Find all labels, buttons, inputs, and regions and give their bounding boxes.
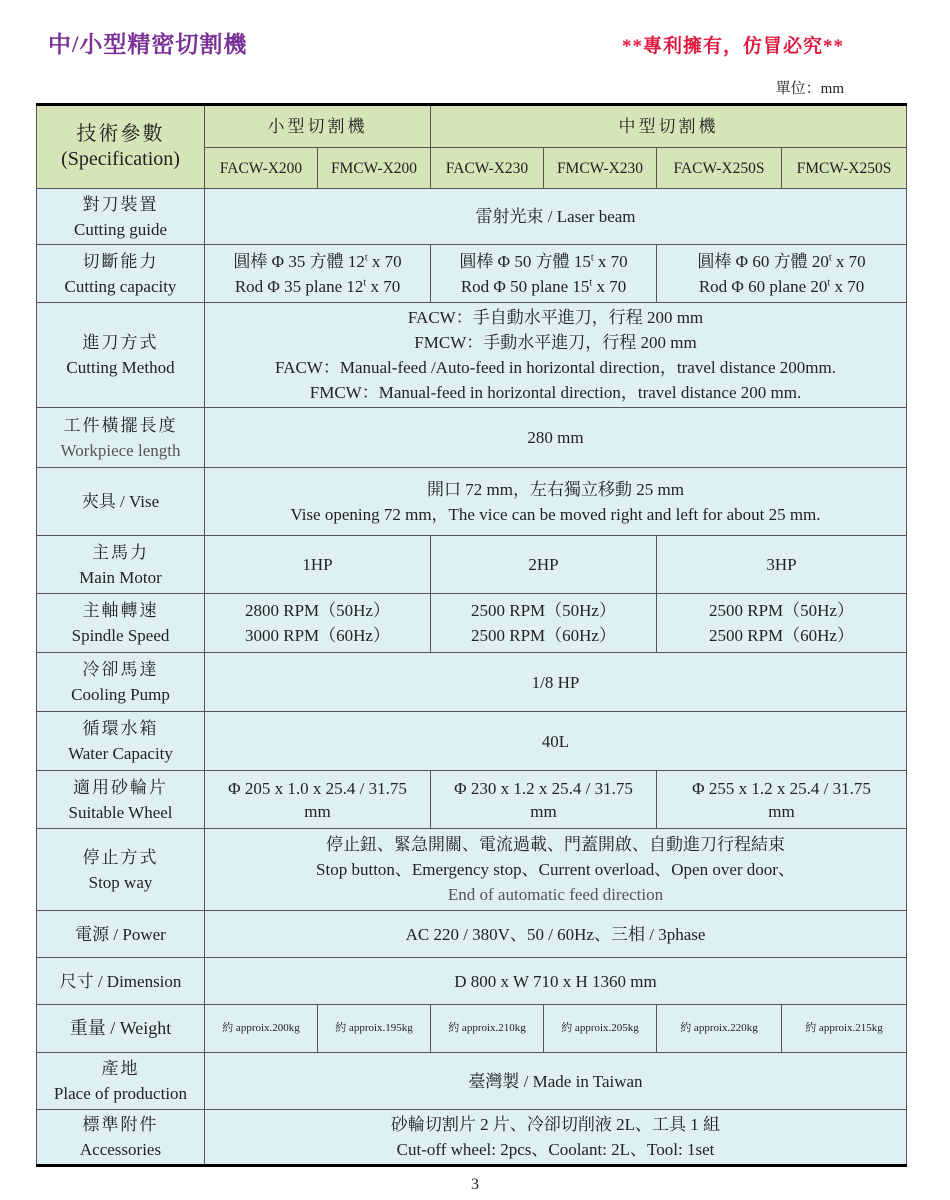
weight-cell: 約 approix.205kg [544, 1005, 657, 1053]
wheel-line: Φ 255 x 1.2 x 25.4 / 31.75 [692, 778, 871, 798]
table-row-dimension [37, 958, 907, 1005]
group-small-header: 小型切割機 [205, 105, 431, 148]
capacity-en: Rod Φ 60 plane 20 [698, 276, 828, 296]
stop-line: Stop button、Emergency stop、Current overload、Open over door、 [316, 860, 795, 879]
capacity-post: x 70 [831, 251, 866, 271]
capacity-small [205, 245, 431, 303]
vise-line: 開口 72 mm，左右獨立移動 25 mm [427, 479, 684, 499]
row-label [37, 189, 205, 245]
unit-label: 單位：mm [775, 81, 844, 97]
row-label [37, 408, 205, 468]
spec-header-cell [37, 105, 205, 189]
row-label-zh: 工件橫擺長度 [63, 415, 178, 435]
method-line: FMCW：手動水平進刀，行程 200 mm [414, 333, 697, 352]
capacity-post: x 70 [367, 251, 402, 271]
row-label-zh: 標準附件 [82, 1115, 159, 1134]
spec-header-en: (Specification) [61, 148, 180, 170]
spindle-small [205, 594, 431, 653]
table-row-workpiece [37, 408, 907, 468]
capacity-medium [431, 245, 657, 303]
weight-cell: 約 approix.195kg [318, 1005, 431, 1053]
row-label-power: 電源 / Power [37, 911, 205, 958]
row-label-en: Place of production [53, 1084, 188, 1103]
row-label [37, 1053, 205, 1110]
motor-small: 1HP [205, 536, 431, 594]
wheel-medium [431, 771, 657, 829]
superscript: t [363, 276, 367, 288]
capacity-en: Rod Φ 35 plane 12 [234, 276, 364, 296]
table-row-main-motor [37, 536, 907, 594]
row-label-en: Spindle Speed [71, 626, 170, 645]
row-label-zh: 進刀方式 [82, 333, 159, 352]
vise-line: Vise opening 72 mm，The vice can be moved right and left for about 25 mm. [290, 504, 821, 524]
row-label-en: Cutting Method [66, 358, 175, 377]
accessories-line: Cut-off wheel: 2pcs、Coolant: 2L、Tool: 1set [396, 1140, 715, 1159]
spindle-line: 2800 RPM（50Hz） [245, 601, 390, 620]
capacity-large [657, 245, 907, 303]
row-label-en: Suitable Wheel [68, 802, 173, 822]
cooling-pump-value: 1/8 HP [205, 653, 907, 712]
capacity-post: x 70 [592, 276, 627, 296]
row-label-zh: 停止方式 [82, 847, 159, 867]
row-label-zh: 對刀裝置 [82, 194, 159, 214]
capacity-en: Rod Φ 50 plane 15 [460, 276, 590, 296]
wheel-line: mm [304, 801, 331, 821]
weight-cell: 約 approix.215kg [782, 1005, 907, 1053]
accessories-value [205, 1110, 907, 1166]
stop-way-value [205, 829, 907, 911]
table-row-wheel [37, 771, 907, 829]
group-medium-header: 中型切割機 [431, 105, 907, 148]
model-cell: FACW-X230 [431, 148, 544, 189]
wheel-line: Φ 230 x 1.2 x 25.4 / 31.75 [454, 778, 633, 798]
row-label [37, 1110, 205, 1166]
superscript: t [589, 276, 593, 288]
wheel-line: mm [530, 801, 557, 821]
superscript: t [590, 251, 594, 263]
vise-value [205, 468, 907, 536]
superscript: t [827, 276, 831, 288]
origin-value: 臺灣製 / Made in Taiwan [205, 1053, 907, 1110]
row-label-en: Stop way [88, 872, 153, 892]
stop-line: End of automatic feed direction [447, 885, 664, 904]
row-label-zh: 主軸轉速 [82, 601, 159, 620]
row-label-zh: 切斷能力 [82, 251, 159, 271]
spindle-line: 2500 RPM（60Hz） [471, 626, 616, 645]
wheel-line: Φ 205 x 1.0 x 25.4 / 31.75 [228, 778, 407, 798]
method-line: FACW：Manual-feed /Auto-feed in horizontal direction，travel distance 200mm. [275, 358, 836, 377]
table-row-cutting-method [37, 303, 907, 408]
capacity-post: x 70 [830, 276, 865, 296]
table-row-cutting-guide [37, 189, 907, 245]
table-row-spindle-speed [37, 594, 907, 653]
table-row-cooling-pump [37, 653, 907, 712]
superscript: t [364, 251, 368, 263]
model-cell: FACW-X200 [205, 148, 318, 189]
page-number: 3 [471, 1176, 479, 1193]
row-label-weight: 重量 / Weight [37, 1005, 205, 1053]
row-label-en: Main Motor [79, 567, 162, 587]
row-label-en: Cooling Pump [71, 685, 170, 704]
spindle-large [657, 594, 907, 653]
table-header-row [37, 105, 907, 148]
row-label-zh: 適用砂輪片 [73, 777, 168, 797]
weight-cell: 約 approix.220kg [657, 1005, 782, 1053]
method-line: FMCW：Manual-feed in horizontal direction，travel distance 200 mm. [309, 383, 802, 402]
spindle-line: 2500 RPM（60Hz） [709, 626, 854, 645]
motor-medium: 2HP [431, 536, 657, 594]
cutting-method-value [205, 303, 907, 408]
model-cell: FMCW-X230 [544, 148, 657, 189]
capacity-zh: 圓棒 Φ 60 方體 20 [697, 251, 829, 271]
row-label [37, 829, 205, 911]
patent-notice: **專利擁有，仿冒必究** [621, 36, 844, 57]
method-line: FACW：手自動水平進刀，行程 200 mm [407, 308, 704, 327]
power-value: AC 220 / 380V、50 / 60Hz、三相 / 3phase [205, 911, 907, 958]
row-label [37, 771, 205, 829]
spindle-line: 3000 RPM（60Hz） [245, 626, 390, 645]
capacity-post: x 70 [366, 276, 401, 296]
water-capacity-value: 40L [205, 712, 907, 771]
table-row-cutting-capacity [37, 245, 907, 303]
table-row-stop-way [37, 829, 907, 911]
row-label-zh: 循環水箱 [82, 719, 159, 738]
row-label-dimension: 尺寸 / Dimension [37, 958, 205, 1005]
row-label-en: Accessories [79, 1140, 162, 1159]
row-label-en: Workpiece length [60, 440, 181, 460]
row-label-vise: 夾具 / Vise [37, 468, 205, 536]
page-title: 中/小型精密切割機 [48, 32, 248, 57]
row-label-en: Water Capacity [68, 744, 173, 763]
spec-table [36, 103, 907, 1167]
row-label [37, 303, 205, 408]
capacity-zh: 圓棒 Φ 50 方體 15 [459, 251, 591, 271]
row-label [37, 536, 205, 594]
table-row-power [37, 911, 907, 958]
row-label-zh: 產地 [101, 1059, 140, 1078]
row-label-zh: 主馬力 [92, 542, 149, 562]
model-cell: FMCW-X250S [782, 148, 907, 189]
stop-line: 停止鈕、緊急開關、電流過載、門蓋開啟、自動進刀行程結束 [326, 835, 785, 854]
row-label-en: Cutting guide [73, 219, 168, 239]
spindle-medium [431, 594, 657, 653]
table-row-vise [37, 468, 907, 536]
workpiece-value: 280 mm [205, 408, 907, 468]
accessories-line: 砂輪切割片 2 片、冷卻切削液 2L、工具 1 組 [390, 1115, 721, 1134]
spec-header-zh: 技術參數 [76, 123, 165, 145]
spindle-line: 2500 RPM（50Hz） [471, 601, 616, 620]
table-row-origin [37, 1053, 907, 1110]
table-row-water-capacity [37, 712, 907, 771]
row-label-zh: 冷卻馬達 [82, 660, 159, 679]
capacity-post: x 70 [593, 251, 628, 271]
weight-cell: 約 approix.210kg [431, 1005, 544, 1053]
model-cell: FMCW-X200 [318, 148, 431, 189]
row-label-en: Cutting capacity [64, 276, 177, 296]
table-row-accessories [37, 1110, 907, 1166]
row-label [37, 712, 205, 771]
row-label [37, 594, 205, 653]
wheel-line: mm [768, 801, 795, 821]
row-label [37, 653, 205, 712]
capacity-zh: 圓棒 Φ 35 方體 12 [233, 251, 365, 271]
row-label [37, 245, 205, 303]
dimension-value: D 800 x W 710 x H 1360 mm [205, 958, 907, 1005]
weight-cell: 約 approix.200kg [205, 1005, 318, 1053]
cutting-guide-value: 雷射光束 / Laser beam [205, 189, 907, 245]
wheel-small [205, 771, 431, 829]
motor-large: 3HP [657, 536, 907, 594]
superscript: t [828, 251, 832, 263]
table-row-weight [37, 1005, 907, 1053]
wheel-large [657, 771, 907, 829]
spindle-line: 2500 RPM（50Hz） [709, 601, 854, 620]
model-cell: FACW-X250S [657, 148, 782, 189]
